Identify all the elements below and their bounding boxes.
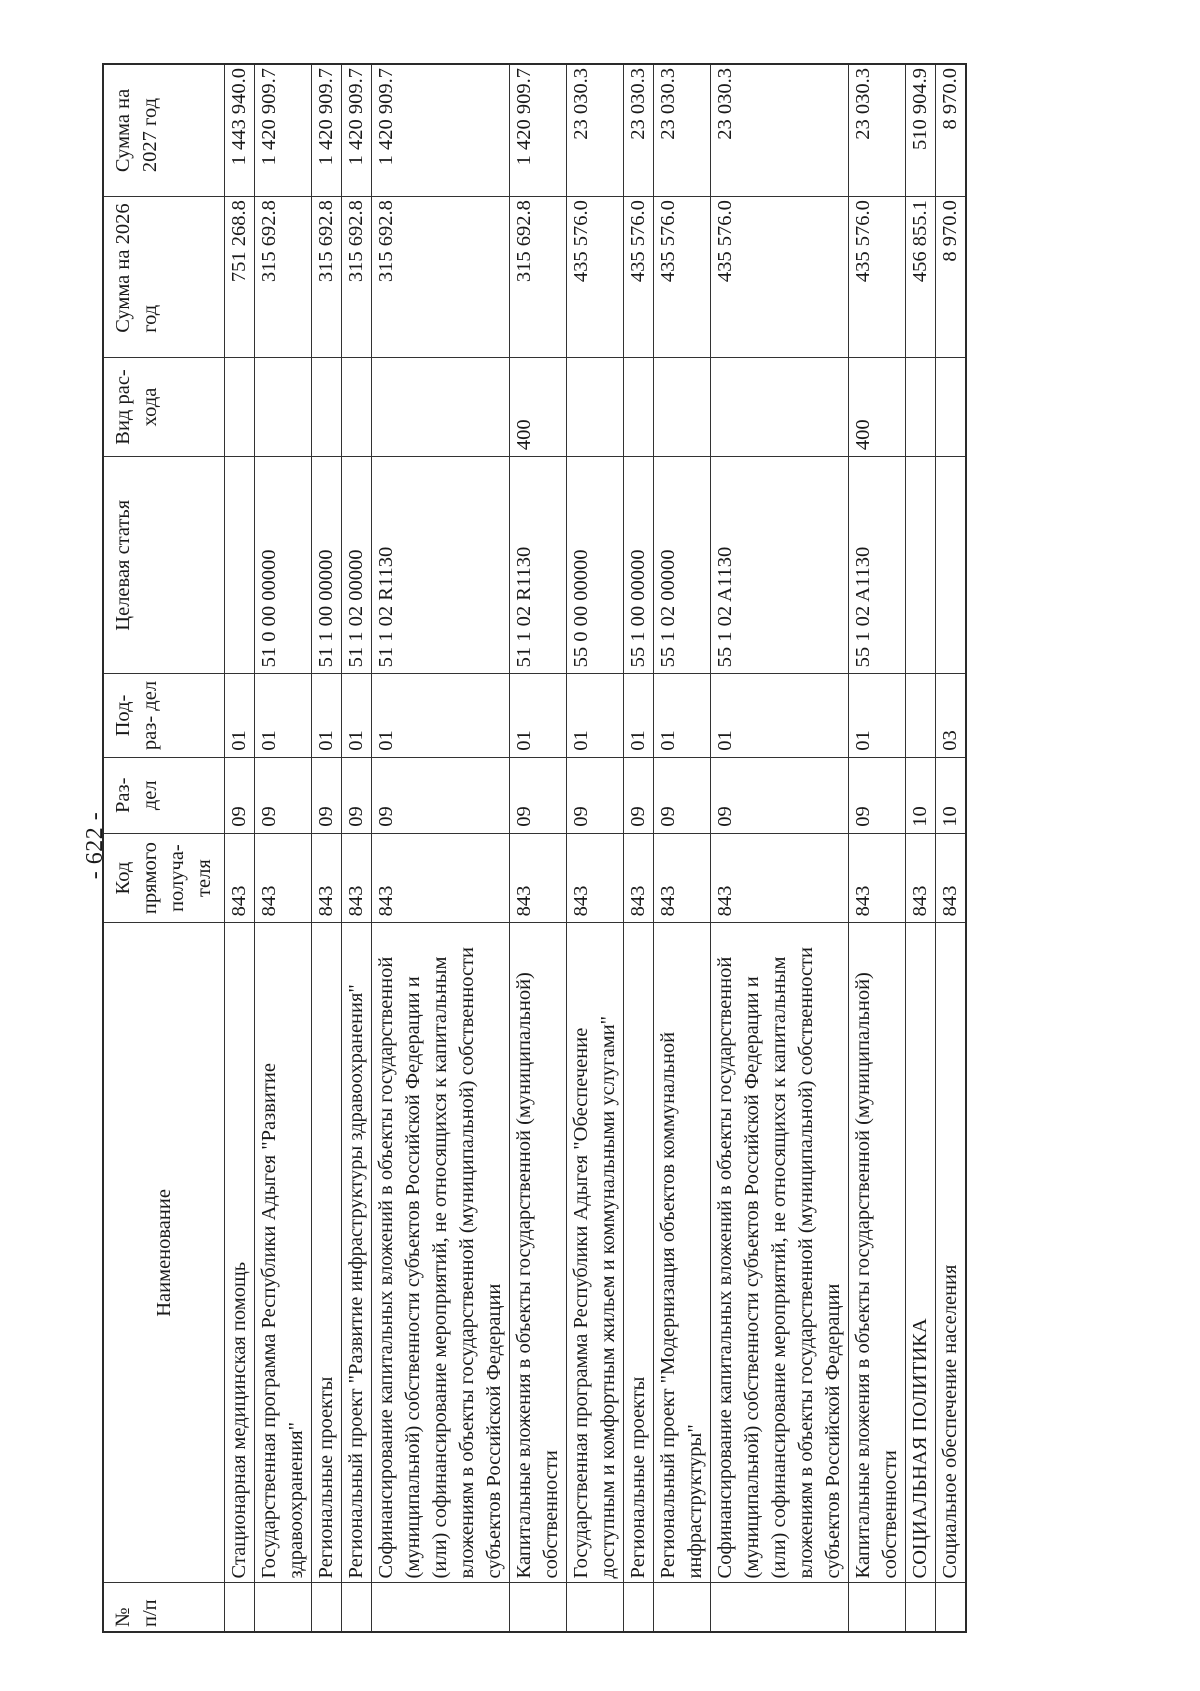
row-subsection: 01 <box>255 674 312 757</box>
row-subsection: 01 <box>342 674 372 757</box>
row-name: Капитальные вложения в объекты государственной (муниципальной) собственности <box>849 923 906 1583</box>
table-row <box>567 64 624 1632</box>
row-section: 09 <box>654 757 711 833</box>
row-target-article: 55 0 00 00000 <box>567 457 624 674</box>
row-expense-type <box>255 357 312 456</box>
row-name: СОЦИАЛЬНАЯ ПОЛИТИКА <box>906 923 936 1583</box>
row-num <box>849 1583 906 1632</box>
row-recipient-code: 843 <box>711 833 849 923</box>
row-sum-2027: 1 420 909.7 <box>255 64 312 197</box>
row-num <box>510 1583 567 1632</box>
row-target-article: 51 1 02 00000 <box>342 457 372 674</box>
row-subsection: 01 <box>372 674 510 757</box>
table-row <box>624 64 654 1632</box>
row-recipient-code: 843 <box>312 833 342 923</box>
row-expense-type <box>711 357 849 456</box>
table-row <box>711 64 849 1632</box>
row-recipient-code: 843 <box>936 833 967 923</box>
row-name: Социальное обеспечение населения <box>936 923 967 1583</box>
row-subsection <box>906 674 936 757</box>
row-subsection: 01 <box>312 674 342 757</box>
row-target-article: 51 1 02 R1130 <box>372 457 510 674</box>
row-name: Региональные проекты <box>624 923 654 1583</box>
row-num <box>255 1583 312 1632</box>
row-expense-type <box>906 357 936 456</box>
row-num <box>654 1583 711 1632</box>
row-sum-2026: 315 692.8 <box>312 197 342 358</box>
row-num <box>372 1583 510 1632</box>
table-row <box>936 64 967 1632</box>
row-expense-type <box>225 357 255 456</box>
row-recipient-code: 843 <box>225 833 255 923</box>
row-subsection: 01 <box>225 674 255 757</box>
row-expense-type: 400 <box>849 357 906 456</box>
row-target-article <box>225 457 255 674</box>
row-name: Региональные проекты <box>312 923 342 1583</box>
header-sum-2027: Сумма на 2027 год <box>103 64 225 197</box>
row-sum-2027: 23 030.3 <box>654 64 711 197</box>
budget-table <box>102 63 967 1633</box>
row-recipient-code: 843 <box>624 833 654 923</box>
row-sum-2026: 315 692.8 <box>372 197 510 358</box>
header-target-article: Целевая статья <box>103 457 225 674</box>
row-target-article: 55 1 02 A1130 <box>711 457 849 674</box>
row-recipient-code: 843 <box>906 833 936 923</box>
row-sum-2027: 1 420 909.7 <box>372 64 510 197</box>
row-recipient-code: 843 <box>567 833 624 923</box>
row-sum-2026: 435 576.0 <box>849 197 906 358</box>
row-target-article <box>906 457 936 674</box>
table-row <box>510 64 567 1632</box>
header-sum-2026: Сумма на 2026 год <box>103 197 225 358</box>
row-name: Государственная программа Республики Адыгея "Обеспечение доступным и комфортным жильем и коммунальными услугами" <box>567 923 624 1583</box>
row-recipient-code: 843 <box>654 833 711 923</box>
row-section: 09 <box>510 757 567 833</box>
row-num <box>342 1583 372 1632</box>
row-expense-type <box>372 357 510 456</box>
row-name: Софинансирование капитальных вложений в объекты государственной (муниципальной) собственности субъектов Российской Федерации и (или) софинансирование мероприятий, не относящихся к капитальным вложениям в объекты государственной (муниципальной) собственности субъектов Российской Федерации <box>372 923 510 1583</box>
row-num <box>906 1583 936 1632</box>
row-num <box>711 1583 849 1632</box>
table-row <box>255 64 312 1632</box>
header-expense-type: Вид рас- хода <box>103 357 225 456</box>
row-name: Государственная программа Республики Адыгея "Развитие здравоохранения" <box>255 923 312 1583</box>
row-target-article: 55 1 00 00000 <box>624 457 654 674</box>
row-target-article: 51 1 00 00000 <box>312 457 342 674</box>
row-target-article: 55 1 02 A1130 <box>849 457 906 674</box>
row-sum-2027: 1 420 909.7 <box>342 64 372 197</box>
row-name: Стационарная медицинская помощь <box>225 923 255 1583</box>
row-sum-2026: 435 576.0 <box>567 197 624 358</box>
header-section: Раз- дел <box>103 757 225 833</box>
row-subsection: 01 <box>711 674 849 757</box>
row-sum-2027: 1 443 940.0 <box>225 64 255 197</box>
row-subsection: 01 <box>654 674 711 757</box>
header-recipient-code: Код прямого получа- теля <box>103 833 225 923</box>
row-expense-type <box>342 357 372 456</box>
row-section: 09 <box>624 757 654 833</box>
row-sum-2027: 23 030.3 <box>567 64 624 197</box>
row-num <box>624 1583 654 1632</box>
row-section: 09 <box>711 757 849 833</box>
row-sum-2026: 8 970.0 <box>936 197 967 358</box>
row-sum-2026: 435 576.0 <box>711 197 849 358</box>
header-name: Наименование <box>103 923 225 1583</box>
row-sum-2026: 435 576.0 <box>624 197 654 358</box>
row-section: 10 <box>906 757 936 833</box>
row-sum-2027: 1 420 909.7 <box>312 64 342 197</box>
row-section: 09 <box>255 757 312 833</box>
row-name: Софинансирование капитальных вложений в объекты государственной (муниципальной) собственности субъектов Российской Федерации и (или) софинансирование мероприятий, не относящихся к капитальным вложениям в объекты государственной (муниципальной) собственности субъектов Российской Федерации <box>711 923 849 1583</box>
row-recipient-code: 843 <box>255 833 312 923</box>
table-row <box>654 64 711 1632</box>
row-subsection: 01 <box>510 674 567 757</box>
row-sum-2027: 23 030.3 <box>849 64 906 197</box>
row-recipient-code: 843 <box>510 833 567 923</box>
row-sum-2027: 1 420 909.7 <box>510 64 567 197</box>
row-name: Региональный проект "Модернизация объектов коммунальной инфраструктуры" <box>654 923 711 1583</box>
row-expense-type <box>312 357 342 456</box>
row-target-article: 51 0 00 00000 <box>255 457 312 674</box>
row-num <box>225 1583 255 1632</box>
table-row <box>312 64 342 1632</box>
row-subsection: 01 <box>849 674 906 757</box>
row-sum-2027: 23 030.3 <box>624 64 654 197</box>
row-section: 09 <box>342 757 372 833</box>
row-recipient-code: 843 <box>849 833 906 923</box>
row-expense-type <box>624 357 654 456</box>
row-sum-2026: 315 692.8 <box>510 197 567 358</box>
row-subsection: 03 <box>936 674 967 757</box>
header-row <box>103 64 225 1632</box>
row-recipient-code: 843 <box>372 833 510 923</box>
row-expense-type <box>654 357 711 456</box>
table-row <box>849 64 906 1632</box>
row-section: 09 <box>225 757 255 833</box>
row-sum-2027: 23 030.3 <box>711 64 849 197</box>
row-sum-2026: 751 268.8 <box>225 197 255 358</box>
header-subsection: Под- раз- дел <box>103 674 225 757</box>
row-subsection: 01 <box>567 674 624 757</box>
row-sum-2026: 435 576.0 <box>654 197 711 358</box>
row-section: 09 <box>312 757 342 833</box>
row-target-article <box>936 457 967 674</box>
row-subsection: 01 <box>624 674 654 757</box>
row-section: 09 <box>849 757 906 833</box>
table-row <box>372 64 510 1632</box>
row-target-article: 51 1 02 R1130 <box>510 457 567 674</box>
row-section: 10 <box>936 757 967 833</box>
row-sum-2026: 456 855.1 <box>906 197 936 358</box>
table-row <box>906 64 936 1632</box>
row-expense-type: 400 <box>510 357 567 456</box>
row-sum-2027: 510 904.9 <box>906 64 936 197</box>
row-sum-2027: 8 970.0 <box>936 64 967 197</box>
row-num <box>936 1583 967 1632</box>
row-expense-type <box>936 357 967 456</box>
row-recipient-code: 843 <box>342 833 372 923</box>
row-num <box>312 1583 342 1632</box>
row-sum-2026: 315 692.8 <box>255 197 312 358</box>
row-expense-type <box>567 357 624 456</box>
row-section: 09 <box>372 757 510 833</box>
row-target-article: 55 1 02 00000 <box>654 457 711 674</box>
row-sum-2026: 315 692.8 <box>342 197 372 358</box>
row-name: Капитальные вложения в объекты государственной (муниципальной) собственности <box>510 923 567 1583</box>
row-section: 09 <box>567 757 624 833</box>
row-num <box>567 1583 624 1632</box>
row-name: Региональный проект "Развитие инфраструктуры здравоохранения" <box>342 923 372 1583</box>
header-num: № п/п <box>103 1583 225 1632</box>
table-row <box>225 64 255 1632</box>
table-row <box>342 64 372 1632</box>
page-number: - 622 - <box>82 811 108 880</box>
